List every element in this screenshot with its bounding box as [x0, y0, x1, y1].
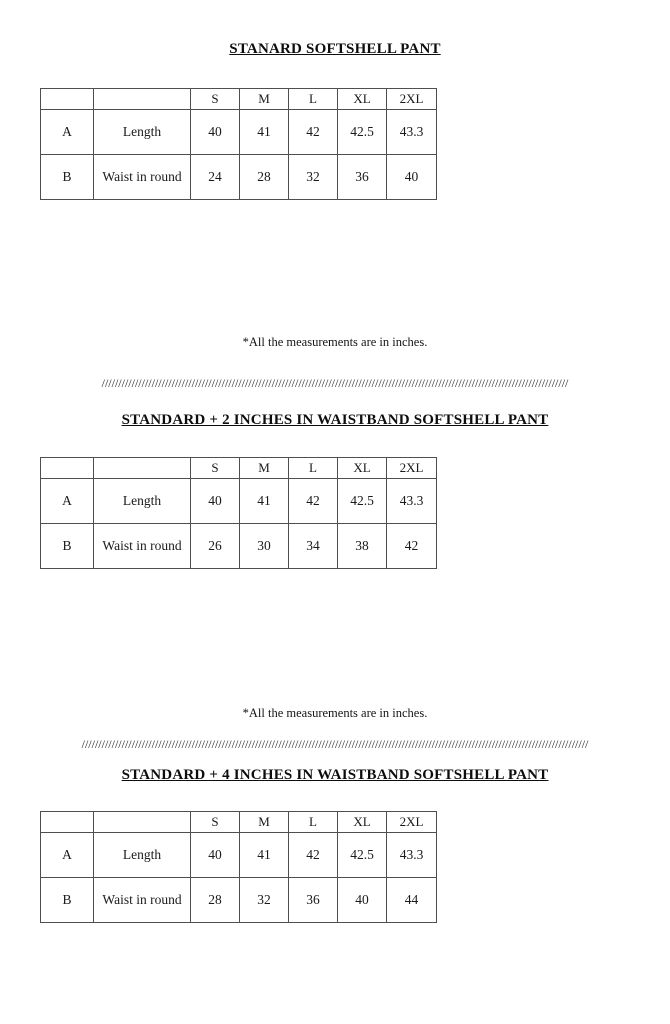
- cell-value: 36: [338, 155, 387, 200]
- table-row-waist: [41, 524, 437, 569]
- cell-value: 26: [191, 524, 240, 569]
- section-title: STANDARD + 2 INCHES IN WAISTBAND SOFTSHELL PANT: [121, 412, 549, 428]
- header-cell-size-s: S: [191, 89, 240, 110]
- table-row-waist: [41, 878, 437, 923]
- cell-value: 40: [191, 479, 240, 524]
- header-cell-empty: [41, 458, 94, 479]
- cell-value: 41: [240, 110, 289, 155]
- table-row-length: [41, 479, 437, 524]
- cell-value: 24: [191, 155, 240, 200]
- header-cell-size-s: S: [191, 458, 240, 479]
- measurement-note: *All the measurements are in inches.: [242, 335, 428, 349]
- cell-value: 43.3: [387, 110, 437, 155]
- cell-value: 40: [338, 878, 387, 923]
- table-header-row: [41, 89, 437, 110]
- cell-value: 42.5: [338, 479, 387, 524]
- cell-value: 30: [240, 524, 289, 569]
- slash-divider: ////////////////////////////////////////////////////////////////////////////////////////////////////////////////////////////////////////////////////////: [81, 737, 589, 751]
- cell-value: 42.5: [338, 833, 387, 878]
- cell-value: 42: [289, 833, 338, 878]
- row-label: Length: [94, 479, 191, 524]
- cell-value: 42: [289, 110, 338, 155]
- cell-value: 28: [191, 878, 240, 923]
- cell-value: 32: [289, 155, 338, 200]
- size-chart-section-plus2: [0, 412, 670, 751]
- row-label: Waist in round: [94, 878, 191, 923]
- header-cell-empty: [94, 812, 191, 833]
- cell-value: 40: [191, 833, 240, 878]
- size-table-plus2: [40, 457, 437, 569]
- row-label: Waist in round: [94, 524, 191, 569]
- header-cell-size-s: S: [191, 812, 240, 833]
- cell-value: 43.3: [387, 833, 437, 878]
- size-table-plus4: [40, 811, 437, 923]
- cell-value: 32: [240, 878, 289, 923]
- size-table-standard: [40, 88, 437, 200]
- header-cell-size-xl: XL: [338, 89, 387, 110]
- row-key: A: [41, 110, 94, 155]
- table-row-waist: [41, 155, 437, 200]
- cell-value: 42: [289, 479, 338, 524]
- size-chart-section-plus4: [0, 767, 670, 923]
- header-cell-size-2xl: 2XL: [387, 812, 437, 833]
- table-header-row: [41, 458, 437, 479]
- table-row-length: [41, 833, 437, 878]
- cell-value: 41: [240, 479, 289, 524]
- cell-value: 43.3: [387, 479, 437, 524]
- cell-value: 41: [240, 833, 289, 878]
- cell-value: 40: [387, 155, 437, 200]
- header-cell-empty: [41, 89, 94, 110]
- cell-value: 38: [338, 524, 387, 569]
- measurement-note: *All the measurements are in inches.: [242, 706, 428, 720]
- cell-value: 34: [289, 524, 338, 569]
- table-header-row: [41, 812, 437, 833]
- row-label: Length: [94, 110, 191, 155]
- header-cell-empty: [41, 812, 94, 833]
- header-cell-size-2xl: 2XL: [387, 458, 437, 479]
- table-row-length: [41, 110, 437, 155]
- header-cell-size-m: M: [240, 89, 289, 110]
- header-cell-size-l: L: [289, 812, 338, 833]
- row-key: B: [41, 878, 94, 923]
- row-key: B: [41, 524, 94, 569]
- header-cell-empty: [94, 89, 191, 110]
- section-title: STANARD SOFTSHELL PANT: [229, 41, 441, 57]
- cell-value: 44: [387, 878, 437, 923]
- header-cell-size-xl: XL: [338, 458, 387, 479]
- cell-value: 42.5: [338, 110, 387, 155]
- section-title: STANDARD + 4 INCHES IN WAISTBAND SOFTSHELL PANT: [121, 767, 549, 783]
- row-label: Length: [94, 833, 191, 878]
- header-cell-size-xl: XL: [338, 812, 387, 833]
- header-cell-size-2xl: 2XL: [387, 89, 437, 110]
- header-cell-size-m: M: [240, 812, 289, 833]
- slash-divider: ////////////////////////////////////////////////////////////////////////////////////////////////////////////////////////////////////////////: [101, 376, 569, 390]
- header-cell-size-m: M: [240, 458, 289, 479]
- row-key: A: [41, 479, 94, 524]
- cell-value: 36: [289, 878, 338, 923]
- header-cell-size-l: L: [289, 89, 338, 110]
- row-key: A: [41, 833, 94, 878]
- size-chart-section-standard: [0, 41, 670, 390]
- cell-value: 28: [240, 155, 289, 200]
- cell-value: 42: [387, 524, 437, 569]
- cell-value: 40: [191, 110, 240, 155]
- row-label: Waist in round: [94, 155, 191, 200]
- header-cell-empty: [94, 458, 191, 479]
- row-key: B: [41, 155, 94, 200]
- header-cell-size-l: L: [289, 458, 338, 479]
